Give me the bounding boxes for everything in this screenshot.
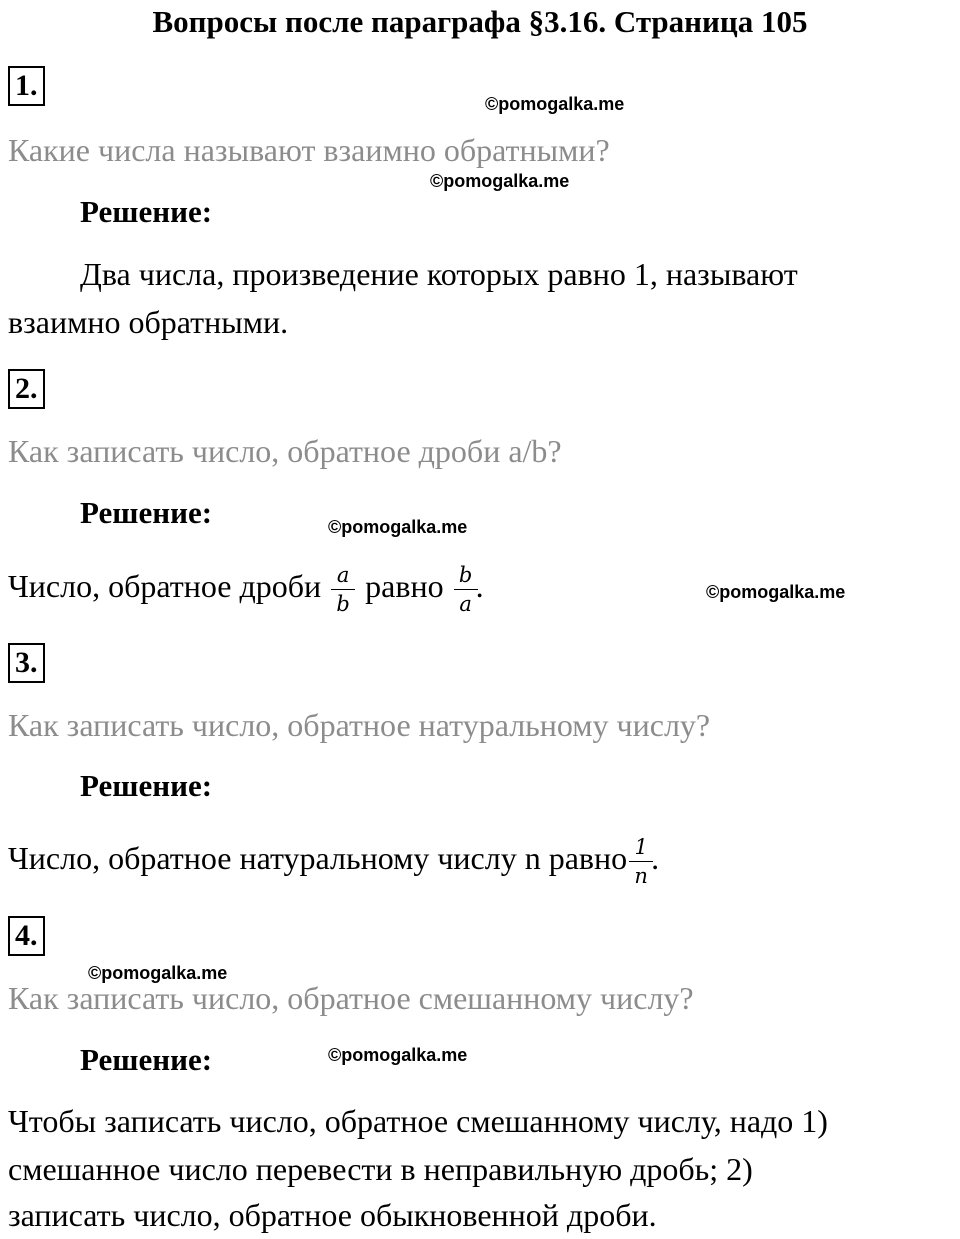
question-number-1: 1. — [8, 66, 45, 106]
fraction-numerator: b — [458, 563, 473, 588]
fraction-numerator: 1 — [634, 835, 648, 860]
answer-3-end: . — [651, 840, 660, 876]
answer-1-line-2: взаимно обратными. — [8, 304, 289, 340]
answer-1-line-1: Два числа, произведение которых равно 1, называют — [80, 256, 798, 292]
answer-2 — [8, 556, 484, 616]
fraction-denominator: b — [336, 592, 350, 617]
question-number-4: 4. — [8, 916, 45, 956]
question-number-2: 2. — [8, 369, 45, 409]
fraction-numerator: a — [336, 563, 350, 588]
solution-label: Решение: — [80, 768, 213, 803]
answer-4-line-3: записать число, обратное обыкновенной дроби. — [8, 1197, 657, 1233]
watermark: ©pomogalka.me — [706, 582, 846, 602]
solution-label: Решение: — [80, 495, 213, 530]
question-3-text: Как записать число, обратное натуральному числу? — [8, 707, 711, 743]
answer-3-prefix: Число, обратное натуральному числу n равно — [8, 840, 628, 876]
fraction-a-over-b — [333, 563, 353, 616]
fraction-denominator: n — [634, 864, 648, 889]
answer-2-mid: равно — [365, 568, 444, 604]
fraction-denominator: a — [459, 592, 472, 617]
question-2-text: Как записать число, обратное дроби a/b? — [8, 433, 562, 469]
question-number-3: 3. — [8, 643, 45, 683]
answer-3 — [8, 828, 659, 888]
fraction-bar — [454, 589, 478, 590]
fraction-b-over-a — [456, 563, 476, 616]
solution-label: Решение: — [80, 1042, 213, 1077]
answer-4-line-2: смешанное число перевести в неправильную дробь; 2) — [8, 1151, 753, 1187]
watermark: ©pomogalka.me — [430, 171, 570, 191]
question-4-text: Как записать число, обратное смешанному числу? — [8, 980, 694, 1016]
page-title: Вопросы после параграфа §3.16. Страница 105 — [152, 4, 808, 39]
fraction-bar — [629, 861, 653, 862]
fraction-bar — [331, 589, 355, 590]
answer-2-end: . — [475, 568, 484, 604]
watermark: ©pomogalka.me — [328, 1045, 468, 1065]
question-1-text: Какие числа называют взаимно обратными? — [8, 132, 610, 168]
watermark: ©pomogalka.me — [88, 963, 228, 983]
answer-4-line-1: Чтобы записать число, обратное смешанному числу, надо 1) — [8, 1103, 828, 1139]
watermark: ©pomogalka.me — [485, 94, 625, 114]
answer-2-prefix: Число, обратное дроби — [8, 568, 322, 604]
fraction-1-over-n — [631, 835, 651, 888]
solution-label: Решение: — [80, 194, 213, 229]
watermark: ©pomogalka.me — [328, 517, 468, 537]
